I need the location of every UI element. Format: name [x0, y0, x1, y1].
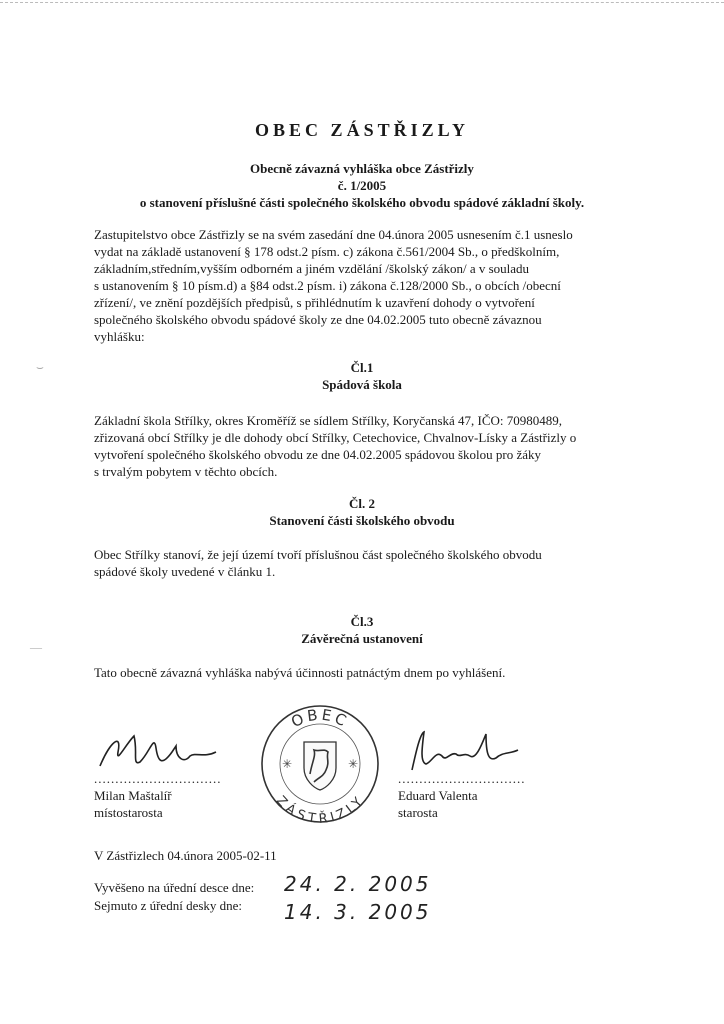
paragraph-line: vyhlášku: — [94, 329, 145, 344]
scan-artifact: ⌣ — [36, 360, 44, 374]
place-date: V Zástřizlech 04.února 2005-02-11 — [94, 848, 277, 863]
removed-date-handwritten: 14. 3. 2005 — [284, 900, 432, 924]
municipal-stamp — [258, 702, 382, 826]
stamp-bottom-text: ZÁSTŘIZLY — [272, 793, 368, 826]
paragraph-line: vydat na základě ustanovení § 178 odst.2 písm. c) zákona č.561/2004 Sb., o předškolním, — [94, 244, 560, 259]
article-1-number: Čl.1 — [350, 360, 374, 375]
paragraph-line: s ustanovením § 10 písm.d) a §84 odst.2 písm. i) zákona č.128/2000 Sb., o obcích /obecní — [94, 278, 561, 293]
paragraph-line: základním,středním,vyšším odborném a jiném vzdělání /školský zákon/ a v souladu — [94, 261, 530, 276]
intro-paragraph — [94, 226, 642, 345]
removed-label: Sejmuto z úřední desky dne: — [94, 898, 243, 913]
article-2-body — [94, 546, 642, 580]
right-signer-role: starosta — [398, 805, 438, 820]
paragraph-line: s trvalým pobytem v těchto obcích. — [94, 464, 278, 479]
right-signature — [398, 770, 526, 821]
article-1-title: Spádová škola — [322, 377, 402, 392]
decree-subject: o stanovení příslušné části společného školského obvodu spádové základní školy. — [139, 195, 585, 210]
signature-line: .............................. — [398, 771, 526, 786]
left-signature — [94, 770, 222, 821]
paragraph-line: Obec Střílky stanoví, že její území tvoří příslušnou část společného školského obvodu — [94, 547, 542, 562]
paragraph-line: vytvoření společného školského obvodu ze dne 04.02.2005 spádovou školou pro žáky — [94, 447, 541, 462]
posted-label: Vyvěšeno na úřední desce dne: — [94, 880, 255, 895]
svg-text:✳: ✳ — [282, 757, 293, 771]
paragraph-line: Tato obecně závazná vyhláška nabývá účinnosti patnáctým dnem po vyhlášení. — [94, 665, 506, 680]
municipality-title: OBEC ZÁSTŘIZLY — [255, 120, 469, 140]
paragraph-line: společného školského obvodu spádové školy ze dne 04.02.2005 tuto obecně závaznou — [94, 312, 542, 327]
scan-artifact: — — [30, 640, 42, 654]
posted-date-handwritten: 24. 2. 2005 — [284, 872, 432, 896]
paragraph-line: spádové školy uvedené v článku 1. — [94, 564, 276, 579]
paragraph-line: zřizovaná obcí Střílky je dle dohody obcí Střílky, Cetechovice, Chvalnov-Lísky a Zástřizly o — [94, 430, 577, 445]
article-2-title: Stanovení části školského obvodu — [269, 513, 455, 528]
article-3-title: Závěrečná ustanovení — [301, 631, 423, 646]
paragraph-line: Základní škola Střílky, okres Kroměříž se sídlem Střílky, Koryčanská 47, IČO: 70980489, — [94, 413, 563, 428]
paragraph-line: zřízení/, ve znění pozdějších předpisů, s přihlédnutím k uzavření dohody o vytvoření — [94, 295, 535, 310]
article-3-number: Čl.3 — [350, 614, 374, 629]
article-3-body — [94, 664, 642, 681]
decree-title: Obecně závazná vyhláška obce Zástřizly — [250, 161, 474, 176]
right-signer-name: Eduard Valenta — [398, 788, 478, 803]
stamp-top-text: OBEC — [288, 705, 352, 732]
signature-line: .............................. — [94, 771, 222, 786]
scan-top-edge — [0, 2, 724, 3]
article-1-body — [94, 412, 642, 480]
left-signer-role: místostarosta — [94, 805, 163, 820]
decree-heading — [0, 160, 724, 211]
decree-number: č. 1/2005 — [337, 178, 387, 193]
article-2-number: Čl. 2 — [349, 496, 375, 511]
paragraph-line: Zastupitelstvo obce Zástřizly se na svém zasedání dne 04.února 2005 usnesením č.1 usneslo — [94, 227, 573, 242]
svg-text:✳: ✳ — [348, 757, 359, 771]
left-signer-name: Milan Maštalíř — [94, 788, 172, 803]
